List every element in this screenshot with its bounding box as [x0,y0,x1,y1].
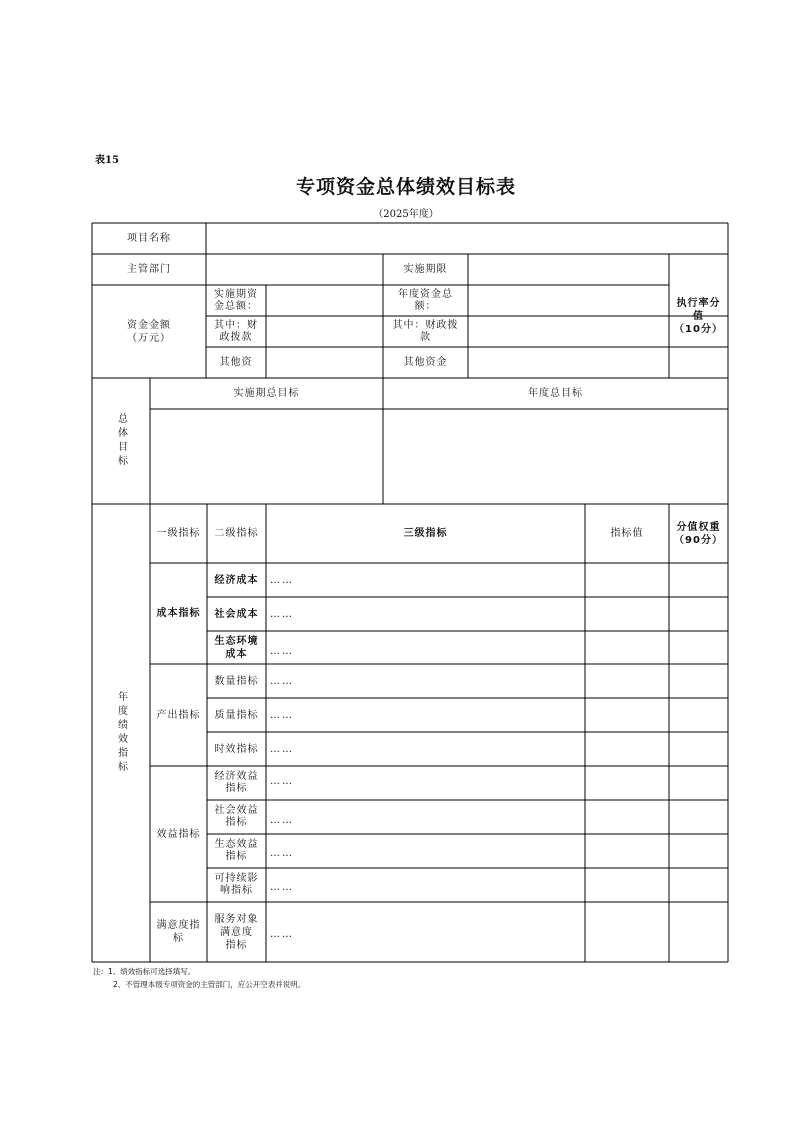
cost-label: 成本指标 [156,608,201,619]
level3-placeholder[interactable]: …… [270,814,294,826]
level3-placeholder[interactable]: …… [270,847,294,859]
level3-placeholder[interactable]: …… [270,881,294,893]
fiscal-label-period: 其中：财 政拨款 [214,319,258,343]
cost-item: 社会成本 [214,608,259,620]
project-name-label: 项目名称 [127,233,171,244]
note-1: 注：1、绩效指标可选择填写。 [93,967,196,976]
benefit-item: 生态效益 指标 [214,839,259,862]
other-label-period: 其他资 [219,357,253,368]
level3-placeholder[interactable]: …… [270,645,294,657]
footnotes [93,965,305,991]
period-total-label: 实施期资 金总额： [214,288,258,312]
year-total-label: 年度资金总 额： [398,288,453,312]
cost-item: 生态环境 成本 [214,635,259,660]
note-2: 2、不管理本级专项资金的主管部门，应公开空表并说明。 [113,980,306,989]
project-name-field[interactable] [207,224,727,253]
period-label: 实施期限 [403,264,448,275]
col-level3: 三级指标 [403,528,448,539]
year-goal-field[interactable] [384,410,727,503]
benefit-label: 效益指标 [156,828,201,840]
other-label-year: 其他资金 [403,357,448,368]
level3-placeholder[interactable]: …… [270,675,294,687]
fiscal-label-year: 其中：财政拨 款 [392,319,459,343]
col-weight: 分值权重 （90分） [674,521,723,546]
document-year: （2025年度） [373,209,439,220]
goals-section-label: 总体目标 [115,413,127,469]
table-label: 表15 [95,155,119,166]
period-field[interactable] [469,255,668,284]
benefit-item: 可持续影 响指标 [214,873,259,896]
period-goal-field[interactable] [151,410,382,503]
dept-label: 主管部门 [127,264,171,275]
indicators-section-label: 年度绩效指标 [115,691,127,775]
year-goal-label: 年度总目标 [528,388,583,399]
cost-item: 经济成本 [214,574,259,586]
satisfaction-item: 服务对象 满意度 指标 [214,913,259,951]
level3-placeholder[interactable]: …… [270,574,294,586]
level3-placeholder[interactable]: …… [270,743,294,755]
funds-label: 资金金额 （万元） [127,319,171,344]
level3-placeholder[interactable]: …… [270,709,294,721]
output-item: 质量指标 [214,709,259,721]
exec-rate-label: 执行率分 值 （10分） [674,297,723,335]
col-level2: 二级指标 [214,528,259,539]
output-item: 数量指标 [214,675,259,687]
level3-placeholder[interactable]: …… [270,608,294,620]
benefit-item: 经济效益 指标 [214,771,259,794]
period-goal-label: 实施期总目标 [233,388,300,399]
benefit-item: 社会效益 指标 [214,805,259,828]
level3-placeholder[interactable]: …… [270,775,294,787]
satisfaction-label: 满意度指 标 [156,920,201,944]
level3-placeholder[interactable]: …… [270,928,294,940]
output-label: 产出指标 [156,709,201,721]
dept-field[interactable] [207,255,382,284]
col-value: 指标值 [610,528,644,539]
col-level1: 一级指标 [156,528,201,539]
output-item: 时效指标 [214,743,259,755]
document-title: 专项资金总体绩效目标表 [295,176,516,198]
